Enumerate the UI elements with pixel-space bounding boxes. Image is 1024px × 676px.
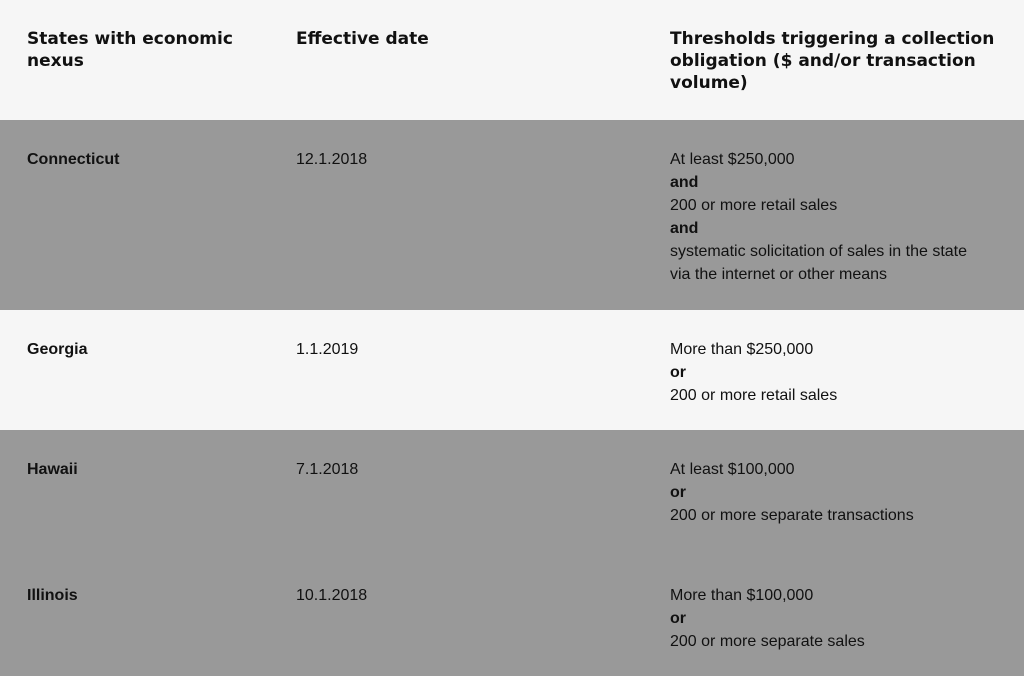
threshold-line: 200 or more separate transactions <box>670 507 914 524</box>
threshold-line: 200 or more retail sales <box>670 387 838 404</box>
state-name: Connecticut <box>27 151 120 168</box>
header-thresholds: Thresholds triggering a collection obligation ($ and/or transaction volume) <box>670 29 995 93</box>
threshold-line: More than $100,000 <box>670 587 814 604</box>
threshold-conjunction: or <box>670 610 686 627</box>
effective-date: 12.1.2018 <box>296 151 368 168</box>
threshold-conjunction: or <box>670 484 686 501</box>
header-state: States with economic nexus <box>27 29 233 71</box>
table-row <box>0 556 1024 676</box>
effective-date: 1.1.2019 <box>296 341 359 358</box>
table-row <box>0 120 1024 310</box>
threshold-cell <box>670 458 1010 527</box>
state-name: Hawaii <box>27 461 78 478</box>
header-effective-date: Effective date <box>296 29 429 49</box>
state-name: Georgia <box>27 341 88 358</box>
threshold-conjunction: or <box>670 364 686 381</box>
threshold-cell <box>670 148 1010 286</box>
table-header <box>0 0 1024 120</box>
threshold-line: At least $250,000 <box>670 151 795 168</box>
table-row <box>0 430 1024 556</box>
threshold-line: systematic solicitation of sales in the state via the internet or other means <box>670 243 968 283</box>
threshold-line: 200 or more retail sales <box>670 197 838 214</box>
threshold-cell <box>670 584 1010 653</box>
threshold-cell <box>670 338 1010 407</box>
effective-date: 7.1.2018 <box>296 461 359 478</box>
threshold-line: At least $100,000 <box>670 461 795 478</box>
state-name: Illinois <box>27 587 78 604</box>
threshold-conjunction: and <box>670 220 699 237</box>
table-row <box>0 310 1024 430</box>
effective-date: 10.1.2018 <box>296 587 368 604</box>
threshold-line: 200 or more separate sales <box>670 633 865 650</box>
threshold-conjunction: and <box>670 174 699 191</box>
threshold-line: More than $250,000 <box>670 341 814 358</box>
